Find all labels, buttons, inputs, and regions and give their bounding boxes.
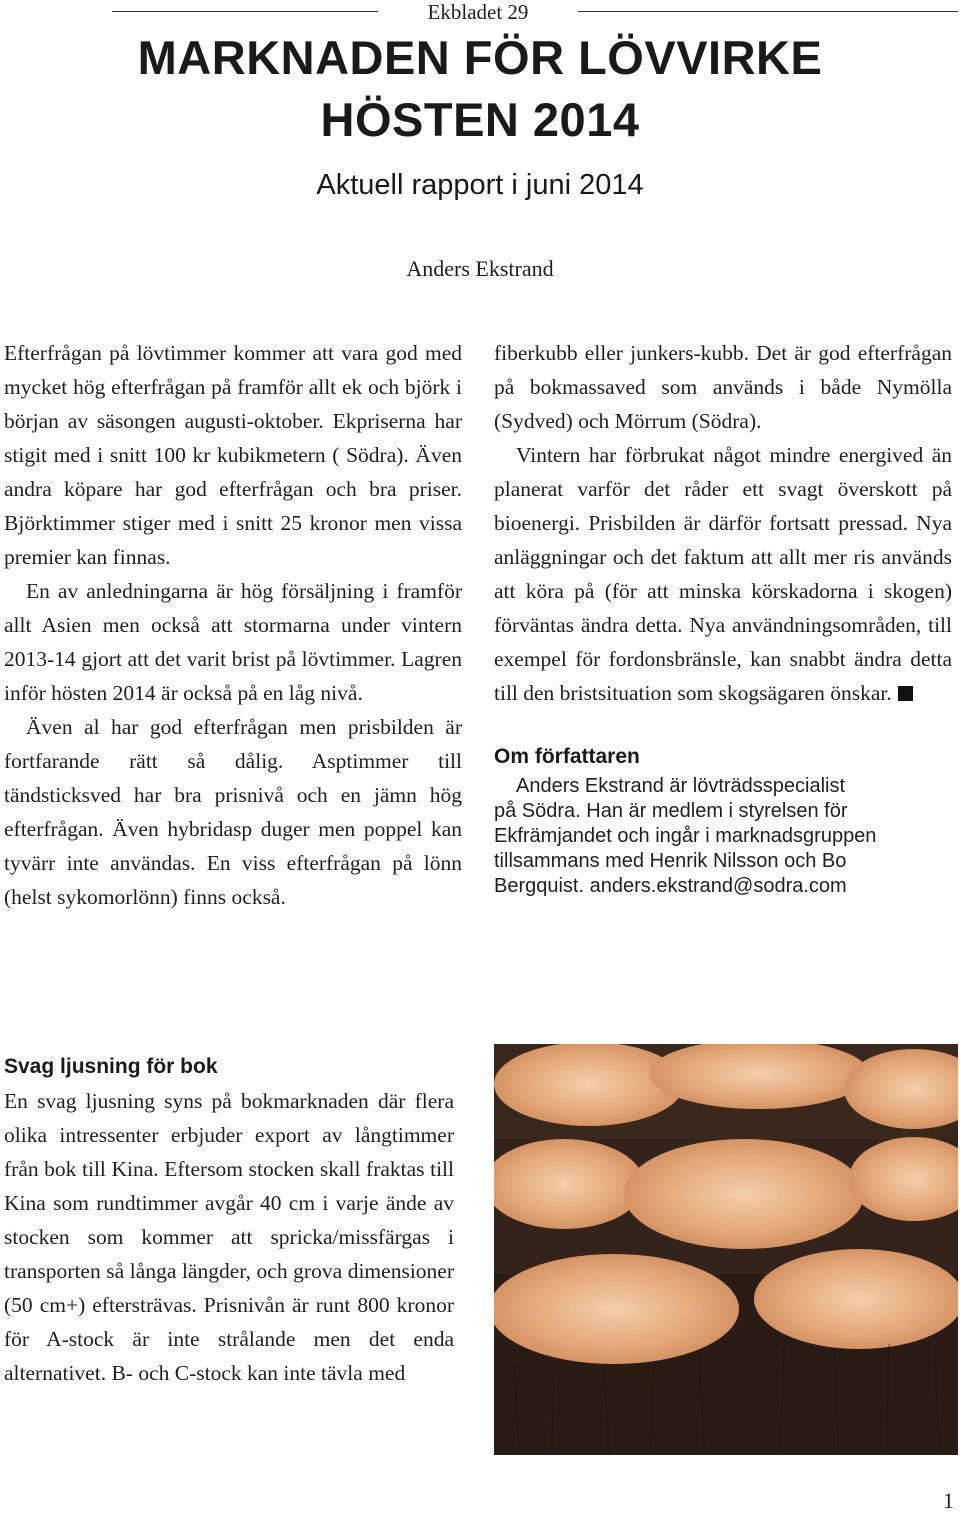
paragraph-energived [494, 438, 952, 710]
right-column [494, 336, 952, 899]
paragraph-lovtimmer: Efterfrågan på lövtimmer kommer att vara god med mycket hög efterfrågan på framför allt ek och björk i början av säsongen augusti-oktober. Ekpriserna har stigit med i snitt 100 kr kubikmetern ( Södra). Även andra köpare har god efterfrågan och bra priser. Björktimmer stiger med i snitt 25 kronor men vissa premier kan finnas. [4, 341, 462, 569]
article-subtitle: Aktuell rapport i juni 2014 [316, 169, 644, 201]
paragraph-energived-text: Vintern har förbrukat något mindre energived än planerat varför det råder ett svagt överskott på bioenergi. Prisbilden är därför fortsatt pressad. Nya anläggningar och det faktum att allt mer ris används att köra på (för att minska körskadorna i skogen) förväntas ändra detta. Nya användningsområden, till exempel för fordonsbränsle, kan snabbt ändra detta till den bristsituation som skogsägaren önskar. [494, 443, 952, 705]
article-author: Anders Ekstrand [406, 256, 554, 281]
header-rule-left [112, 11, 378, 12]
about-author-heading: Om författaren [494, 745, 640, 768]
masthead: Ekbladet 29 [427, 0, 529, 24]
bok-section-heading: Svag ljusning för bok [4, 1055, 218, 1078]
about-author-text: Anders Ekstrand är lövträdsspecialist på Södra. Han är medlem i styrelsen för Ekfrämjandet och ingår i marknadsgruppen tillsammans med Henrik Nilsson och Bo Bergquist. anders.ekstrand@sodra.com [494, 775, 877, 897]
paragraph-anledningar: En av anledningarna är hög försäljning i framför allt Asien men också att stormarna under vintern 2013-14 gjort att det varit brist på lövtimmer. Lagren inför hösten 2014 är också på en låg nivå. [4, 579, 462, 705]
paragraph-al-asp: Även al har god efterfrågan men prisbilden är fortfarande rätt så dålig. Asptimmer till tändsticksved har bra prisnivå och en jämn hög efterfrågan. Även hybridasp duger men poppel kan tyvärr inte användas. En viss efterfrågan på lönn (helst sykomorlönn) finns också. [4, 715, 462, 909]
bok-section [4, 1050, 454, 1390]
page-number: 1 [943, 1488, 954, 1513]
header-rule-right [578, 11, 958, 12]
bok-section-text: En svag ljusning syns på bokmarknaden där flera olika intressenter erbjuder export av långtimmer från bok till Kina. Eftersom stocken skall fraktas till Kina som rundtimmer avgår 40 cm i varje ände av stocken som kommer att spricka/missfärgas i transporten så långa längder, och grova dimensioner (50 cm+) eftersträvas. Prisnivån är runt 800 kronor för A-stock är inte strålande men det enda alternativet. B- och C-stock kan inte tävla med [4, 1089, 454, 1385]
paragraph-bokmassaved: fiberkubb eller junkers-kubb. Det är god efterfrågan på bokmassaved som används i både Nymölla (Sydved) och Mörrum (Södra). [494, 341, 952, 433]
log-ends-photo [494, 1044, 958, 1455]
article-title-line-1: MARKNADEN FÖR LÖVVIRKE [137, 31, 823, 84]
article-end-mark-icon [898, 686, 913, 701]
article-title-line-2: HÖSTEN 2014 [320, 93, 640, 146]
left-column [4, 336, 462, 914]
log-ends-illustration [494, 1044, 958, 1455]
